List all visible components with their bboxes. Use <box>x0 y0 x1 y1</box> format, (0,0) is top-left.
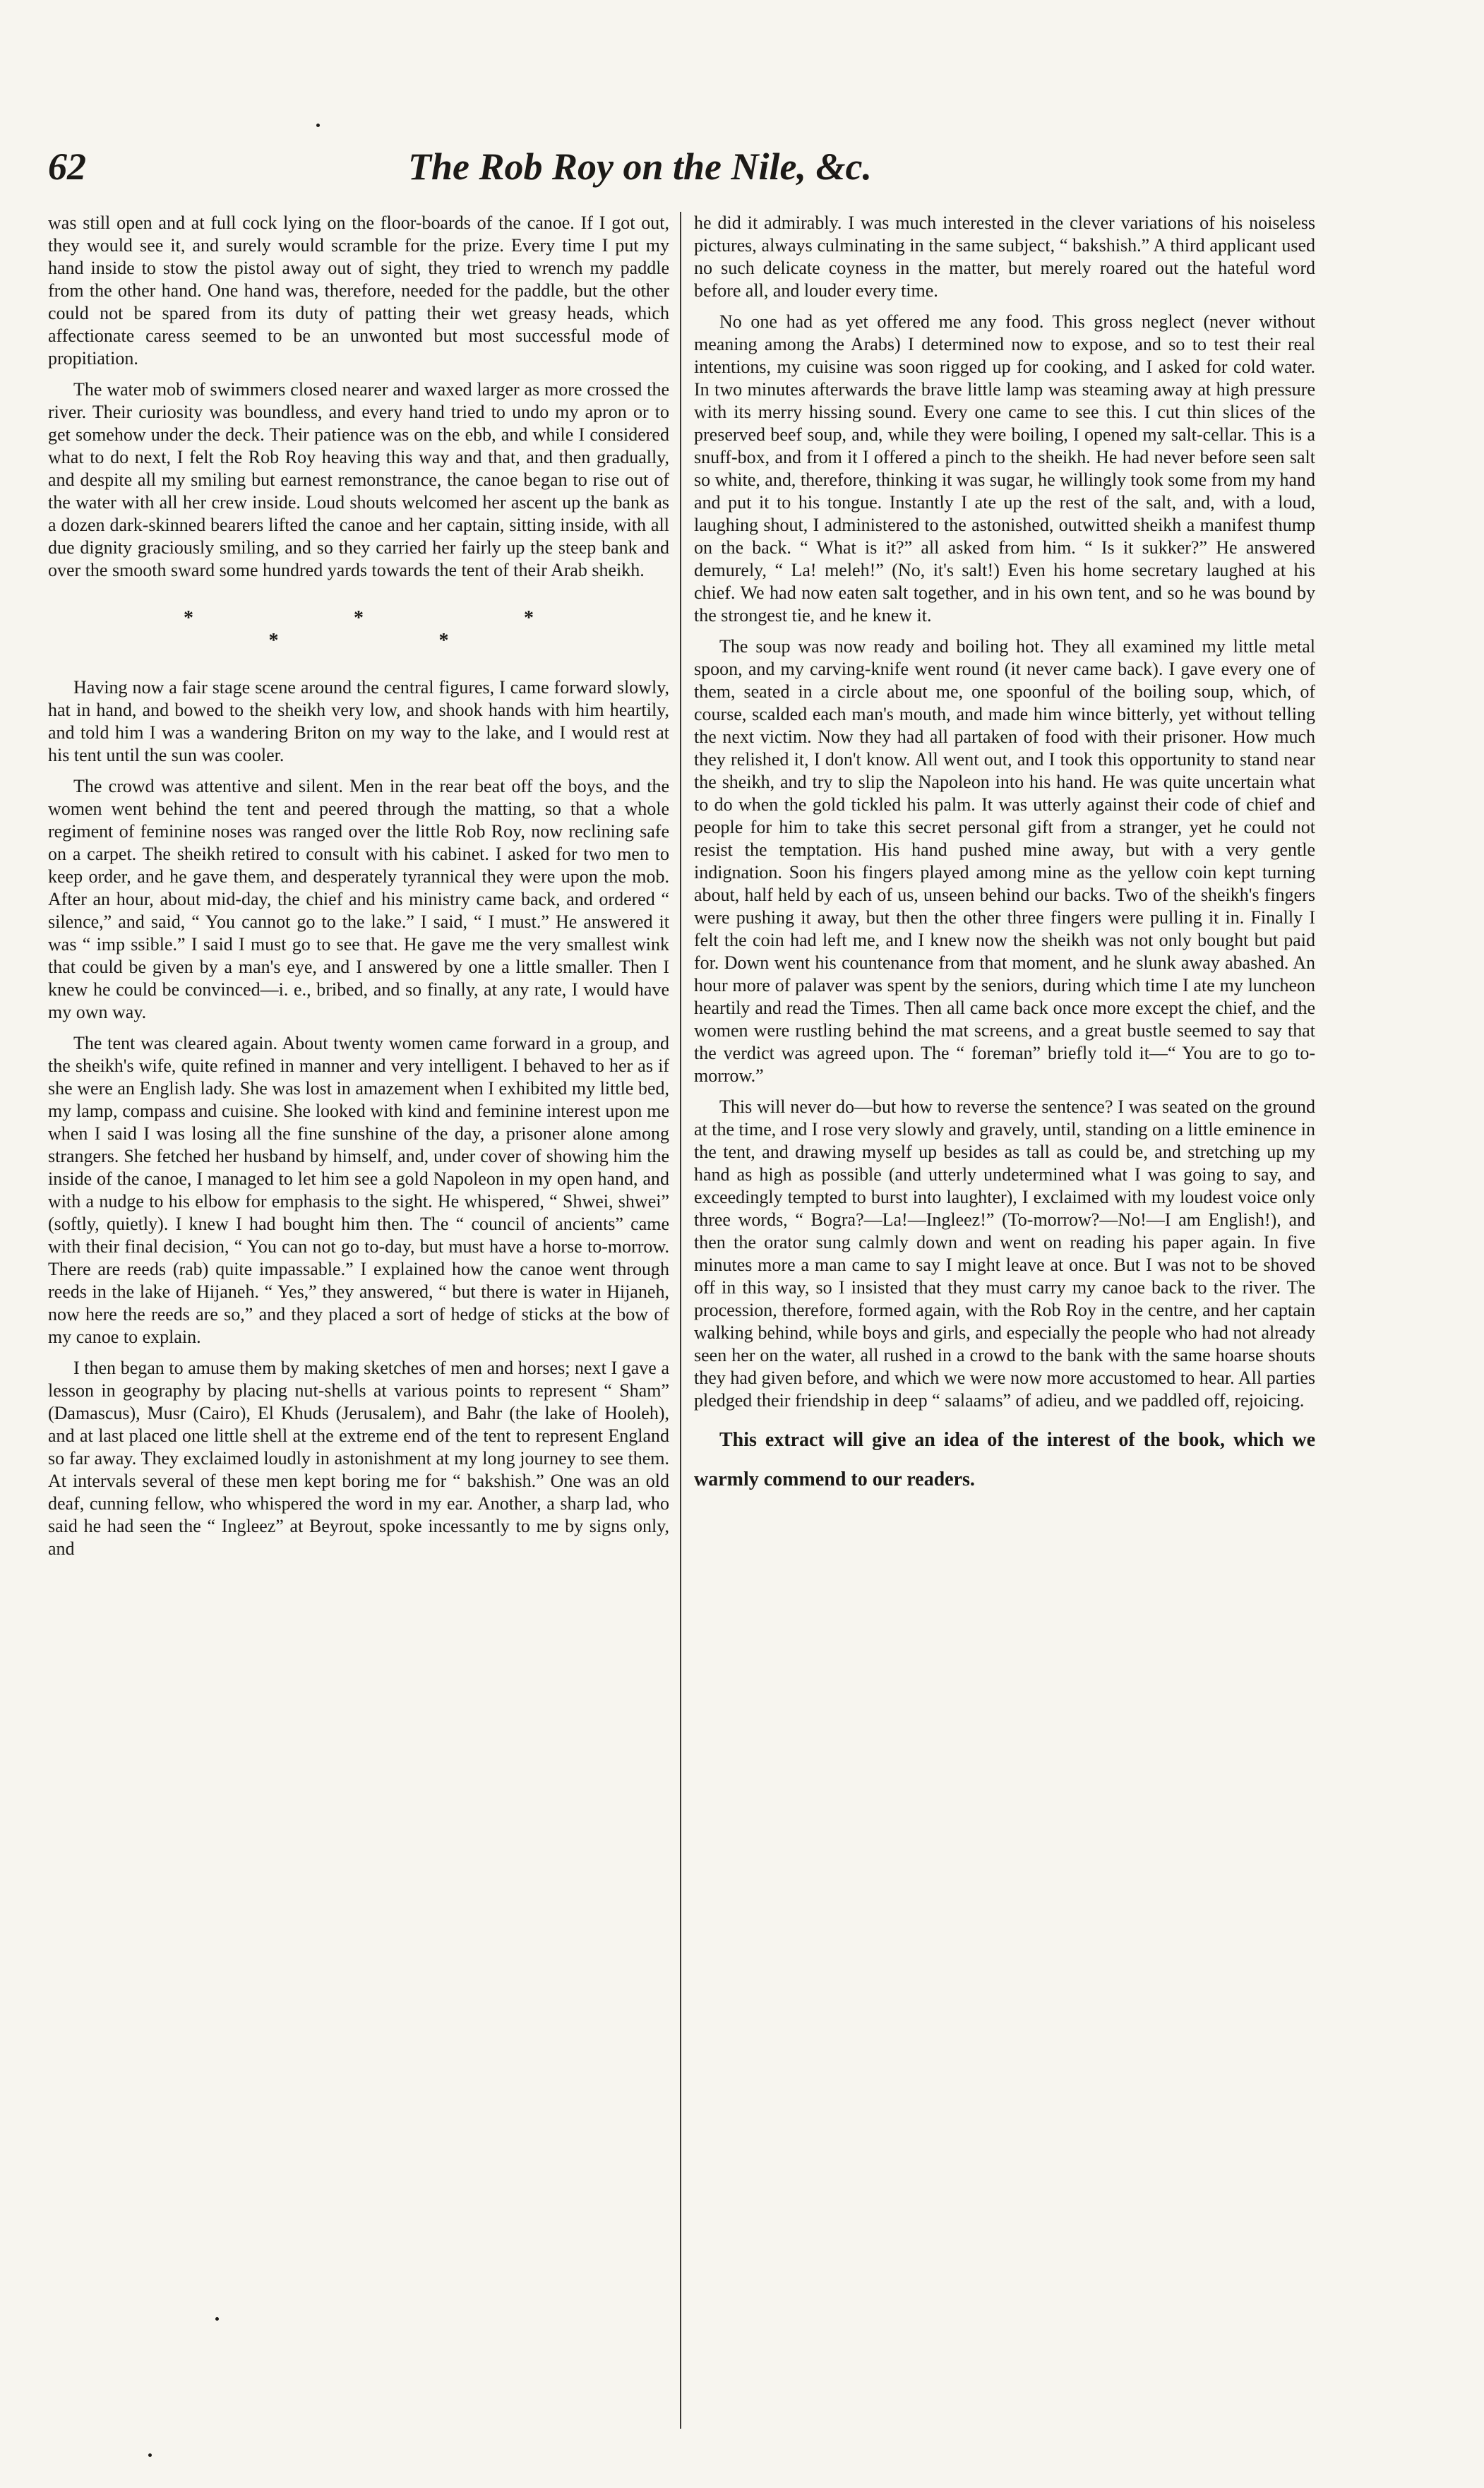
ink-speck <box>148 2453 152 2457</box>
page-header <box>48 145 1319 201</box>
paragraph: he did it admirably. I was much interested in the clever variations of his noiseless pictures, always culminating in the same subject, “ bakshish.” A third applicant used no such delicate coyness in the matter, but merely roared out the hateful word before all, and louder every time. <box>694 213 1315 301</box>
paragraph: The tent was cleared again. About twenty women came forward in a group, and the sheikh's wife, quite refined in manner and very intelligent. I behaved to her as if she were an English lady. She was lost in amazement when I exhibited my little bed, my lamp, compass and cuisine. She looked with kind and feminine interest upon me when I said I was losing all the fine sunshine of the day, a prisoner alone among strangers. She fetched her husband by himself, and, under cover of showing him the inside of the canoe, I managed to let him see a gold Napoleon in my open hand, and with a nudge to his elbow for emphasis to the sight. He whispered, “ Shwei, shwei” (softly, quietly). I knew I had bought him then. The “ council of ancients” came with their final decision, “ You can not go to-day, but must have a horse to-morrow. There are reeds (rab) quite impassable.” I explained how the canoe went through reeds in the lake of Hijaneh. “ Yes,” they answered, “ but there is water in Hijaneh, now here the reeds are so,” and they placed a sort of hedge of sticks at the bow of my canoe to explain. <box>48 1033 669 1347</box>
page-number: 62 <box>48 145 86 188</box>
printed-page <box>48 145 1319 2425</box>
paragraph: The soup was now ready and boiling hot. They all examined my little metal spoon, and my carving-knife went round (it never came back). I gave every one of them, seated in a circle about me, one spoonful of the boiling soup, which, of course, scalded each man's mouth, and made him wince bitterly, yet without telling the next victim. Now they had all partaken of food with their prisoner. How much they relished it, I don't know. All went out, and I took this opportunity to stand near the sheikh, and try to slip the Napoleon into his hand. He was quite uncertain what to do when the gold tickled his palm. It was utterly against their code of chief and people for him to take this secret personal gift from a stranger, yet he could not resist the temptation. His hand pushed mine away, but with a very gentle indignation. Soon his fingers played among mine as the yellow coin kept turning about, half held by each of us, unseen behind our backs. Two of the sheikh's fingers were pushing it away, but then the other three fingers were pulling it in. Finally I felt the coin had left me, and I knew now the sheikh was not only bought but paid for. Down went his countenance from that moment, and he slunk away abashed. An hour more of palaver was spent by the seniors, during which time I ate my luncheon heartily and read the Times. Then all came back once more except the chief, and the women were rustling behind the mat screens, and a great bustle seemed to say that the verdict was agreed upon. The “ foreman” briefly told it—“ You are to go to-morrow.” <box>694 636 1315 1086</box>
paragraph: The crowd was attentive and silent. Men in the rear beat off the boys, and the women went behind the tent and peered through the matting, so that a whole regiment of feminine noses was ranged over the little Rob Roy, now reclining safe on a carpet. The sheikh retired to consult with his cabinet. I asked for two men to keep order, and he gave them, and desperately tyrannical they were upon the mob. After an hour, about mid-day, the chief and his ministry came back, and ordered “ silence,” and said, “ You cannot go to the lake.” I said, “ I must.” He answered it was “ imp ssible.” I said I must go to see that. He gave me the very smallest wink that could be given by a man's eye, and I answered by one a little smaller. Then I knew he could be convinced—i. e., bribed, and so finally, at any rate, I would have my own way. <box>48 776 669 1022</box>
closing-note: This extract will give an idea of the interest of the book, which we warmly commend to our readers. <box>694 1429 1315 1490</box>
column-divider <box>680 212 681 2429</box>
paragraph: The water mob of swimmers closed nearer and waxed larger as more crossed the river. Their curiosity was boundless, and every hand tried to undo my apron or to get somehow under the deck. Their patience was on the ebb, and while I considered what to do next, I felt the Rob Roy heaving this way and that, and then gradually, and despite all my smiling but earnest remonstrance, the canoe began to rise out of the water with all her crew inside. Loud shouts welcomed her ascent up the bank as a dozen dark-skinned bearers lifted the canoe and her captain, sitting inside, with all due dignity graciously smiling, and so they carried her fairly up the steep bank and over the smooth sward some hundred yards towards the tent of their Arab sheikh. <box>48 379 669 580</box>
left-column <box>48 212 669 1569</box>
ink-speck <box>316 124 320 127</box>
paragraph: was still open and at full cock lying on the floor-boards of the canoe. If I got out, they would see it, and surely would scramble for the prize. Every time I put my hand inside to stow the pistol away out of sight, they tried to wrench my paddle from the other hand. One hand was, therefore, needed for the paddle, but the other could not be spared from its duty of patting their wet greasy heads, which affectionate caress seemed to be an unwonted but most successful mode of propitiation. <box>48 213 669 369</box>
paragraph: This will never do—but how to reverse the sentence? I was seated on the ground at the time, and I rose very slowly and gravely, until, standing on a little eminence in the tent, and drawing myself up besides as tall as could be, and stretching up my hand as high as possible (and utterly undetermined what I was going to say, and exceedingly tempted to burst into laughter), I exclaimed with my loudest voice only three words, “ Bogra?—La!—Ingleez!” (To-morrow?—No!—I am English!), and then the orator sung calmly down and went on reading his paper again. In five minutes more a man came to say I might leave at once. But I was not to be shoved off in this way, so I insisted that they must carry my canoe back to the river. The procession, therefore, formed again, with the Rob Roy in the centre, and her captain walking behind, while boys and girls, and especially the people who had not already seen her on the water, all rushed in a crowd to the bank with the same hoarse shouts they had given before, and which we were now more accustomed to hear. All parties pledged their friendship in deep “ salaams” of adieu, and we paddled off, rejoicing. <box>694 1096 1315 1411</box>
section-separator: * * * * * <box>184 607 611 652</box>
right-column <box>694 212 1315 1508</box>
paragraph: I then began to amuse them by making sketches of men and horses; next I gave a lesson in geography by placing nut-shells at various points to represent “ Sham” (Damascus), Musr (Cairo), El Khuds (Jerusalem), and Bahr (the lake of Hooleh), and at last placed one little shell at the extreme end of the tent to represent England so far away. They exclaimed loudly in astonishment at my long journey to see them. At intervals several of these men kept boring me for “ bakshish.” One was an old deaf, cunning fellow, who whispered the word in my ear. Another, a sharp lad, who said he had seen the “ Ingleez” at Beyrout, spoke incessantly to me by signs only, and <box>48 1358 669 1559</box>
paragraph: Having now a fair stage scene around the central figures, I came forward slowly, hat in hand, and bowed to the sheikh very low, and shook hands with him heartily, and told him I was a wandering Briton on my way to the lake, and I would rest at his tent until the sun was cooler. <box>48 677 669 765</box>
paragraph: No one had as yet offered me any food. This gross neglect (never without meaning among the Arabs) I determined now to expose, and so to test their real intentions, my cuisine was soon rigged up for cooking, and I asked for cold water. In two minutes afterwards the brave little lamp was steaming away at high pressure with its merry hissing sound. Every one came to see this. I cut thin slices of the preserved beef soup, and, while they were boiling, I opened my salt-cellar. This is a snuff-box, and from it I offered a pinch to the sheikh. He had never before seen salt so white, and, therefore, thinking it was sugar, he willingly took some from my hand and put it to his tongue. Instantly I ate up the rest of the salt, and, with a loud, laughing shout, I administered to the astonished, outwitted sheikh a manifest thump on the back. “ What is it?” all asked from him. “ Is it sukker?” He answered demurely, “ La! meleh!” (No, it's salt!) Even his home secretary laughed at his chief. We had now eaten salt together, and in his own tent, and so he was bound by the strongest tie, and he knew it. <box>694 311 1315 626</box>
running-title: The Rob Roy on the Nile, &c. <box>408 145 872 188</box>
